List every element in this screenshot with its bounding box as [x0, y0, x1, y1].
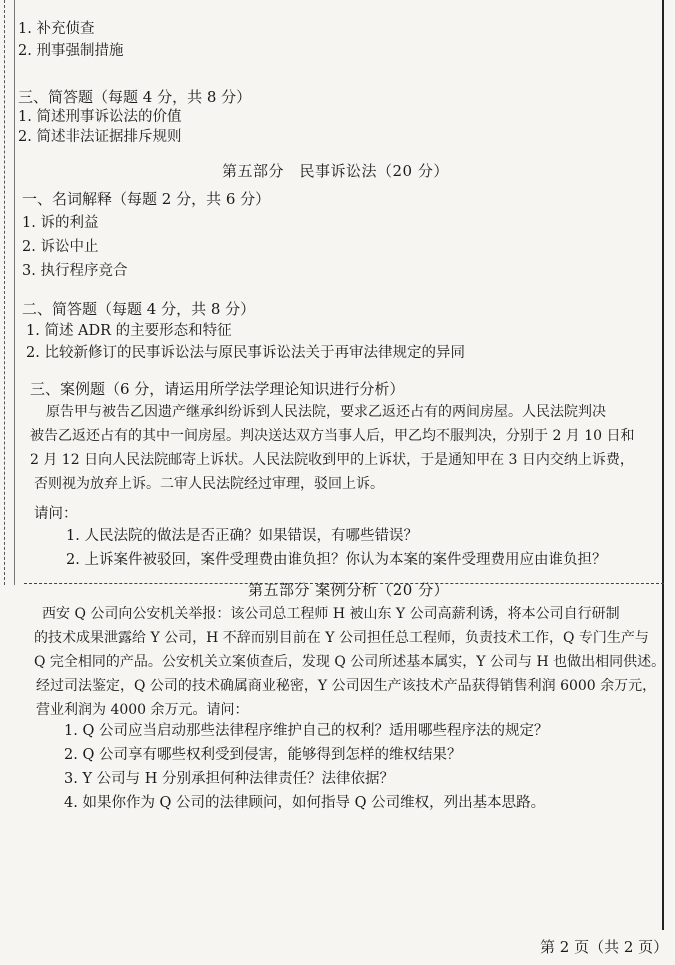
question-item: 2. Q 公司享有哪些权利受到侵害，能够得到怎样的维权结果？: [64, 747, 462, 763]
case-text-line: 被告乙返还占有的其中一间房屋。判决送达双方当事人后，甲乙均不服判决，分别于 2 月 10 日和: [30, 428, 635, 444]
case-text-line: 西安 Q 公司向公安机关举报：该公司总工程师 H 被山东 Y 公司高薪利诱，将本公司自行研制: [42, 606, 620, 622]
frame-border-left-inner: [14, 0, 16, 585]
term-item: 2. 刑事强制措施: [18, 43, 124, 59]
short-answer-item: 1. 简述刑事诉讼法的价值: [18, 109, 182, 125]
case-text-line: 原告甲与被告乙因遗产继承纠纷诉到人民法院，要求乙返还占有的两间房屋。人民法院判决: [46, 404, 606, 420]
page-number: 第 2 页（共 2 页）: [540, 938, 669, 956]
frame-border-right: [662, 0, 664, 930]
term-item: 2. 诉讼中止: [22, 239, 99, 255]
question-item: 2. 上诉案件被驳回，案件受理费由谁负担？你认为本案的案件受理费用应由谁负担？: [66, 552, 607, 568]
short-answer-heading: 二、简答题（每题 4 分，共 8 分）: [22, 300, 256, 318]
case-text-line: 经过司法鉴定，Q 公司的技术确属商业秘密，Y 公司因生产该技术产品获得销售利润 6000 余万元，: [36, 678, 657, 694]
question-item: 4. 如果你作为 Q 公司的法律顾问，如何指导 Q 公司维权，列出基本思路。: [64, 795, 546, 811]
question-item: 1. Q 公司应当启动那些法律程序维护自己的权利？适用哪些程序法的规定？: [64, 723, 549, 739]
term-item: 3. 执行程序竞合: [22, 263, 128, 279]
section-title: 第五部分 民事诉讼法（20 分）: [222, 162, 449, 180]
case-text-line: Q 完全相同的产品。公安机关立案侦查后，发现 Q 公司所述基本属实，Y 公司与 H 也做出相同供述。: [34, 654, 666, 670]
short-answer-item: 2. 比较新修订的民事诉讼法与原民事诉讼法关于再审法律规定的异同: [26, 345, 465, 361]
frame-border-left: [4, 0, 6, 585]
case-text-line: 的技术成果泄露给 Y 公司，H 不辞而别目前在 Y 公司担任总工程师，负责技术工作，Q 专门生产与: [34, 630, 649, 646]
short-answer-item: 2. 简述非法证据排斥规则: [18, 129, 182, 145]
term-item: 1. 诉的利益: [22, 215, 99, 231]
short-answer-item: 1. 简述 ADR 的主要形态和特征: [26, 323, 232, 339]
case-text-line: 否则视为放弃上诉。二审人民法院经过审理，驳回上诉。: [34, 476, 384, 492]
case-text-line: 营业利润为 4000 余万元。请问：: [36, 702, 249, 718]
short-answer-heading: 三、简答题（每题 4 分，共 8 分）: [18, 88, 252, 106]
question-item: 1. 人民法院的做法是否正确？如果错误，有哪些错误？: [66, 528, 418, 544]
case-text-line: 2 月 12 日向人民法院邮寄上诉状。人民法院收到甲的上诉状，于是通知甲在 3 日内交纳上诉费，: [30, 452, 634, 468]
term-item: 1. 补充侦查: [18, 21, 95, 37]
terms-heading: 一、名词解释（每题 2 分，共 6 分）: [22, 190, 271, 208]
case-heading: 三、案例题（6 分，请运用所学法学理论知识进行分析）: [30, 380, 405, 398]
question-item: 3. Y 公司与 H 分别承担何种法律责任？法律依据？: [64, 771, 394, 787]
section-title: 第五部分 案例分析（20 分）: [248, 581, 450, 599]
ask-label: 请问：: [34, 506, 78, 522]
